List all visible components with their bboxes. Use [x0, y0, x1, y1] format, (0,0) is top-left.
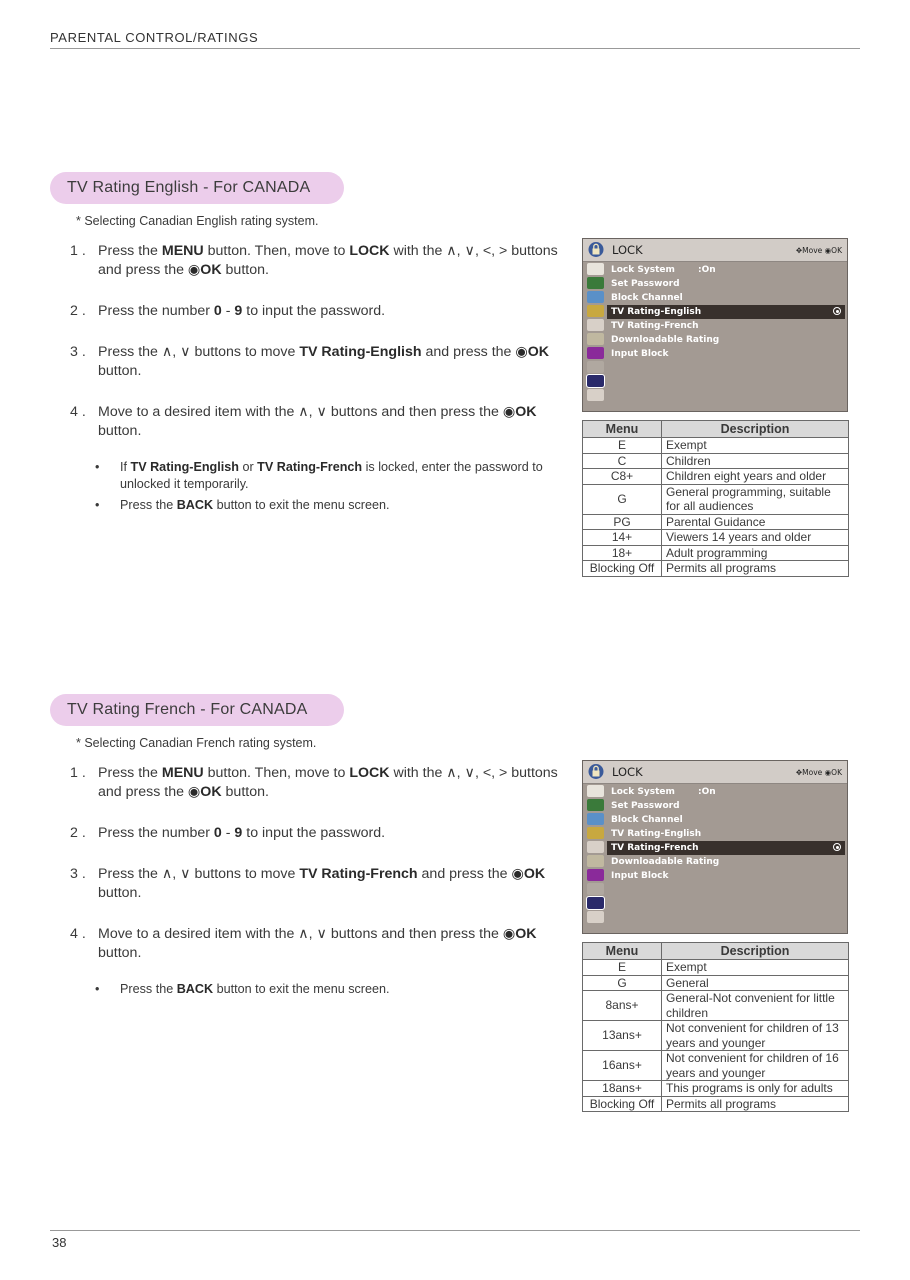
footer-divider	[50, 1230, 860, 1231]
rating-code-cell: C	[583, 453, 662, 469]
section-note: * Selecting Canadian English rating system.	[76, 214, 319, 228]
lock-icon	[588, 763, 604, 780]
bullet-item: • If TV Rating-English or TV Rating-French is locked, enter the password to unlocked it temporarily.	[120, 459, 565, 493]
rating-description-cell: General	[662, 975, 849, 991]
rating-code-cell: E	[583, 960, 662, 976]
step-item	[70, 865, 565, 903]
tv-menu-hint: ✥Move ◉OK	[795, 768, 842, 777]
step-number: 4 .	[70, 404, 86, 420]
step-text: Press the number 0 - 9 to input the password.	[98, 303, 386, 319]
section-title: TV Rating English - For CANADA	[50, 172, 344, 204]
rating-code-cell: 18+	[583, 545, 662, 561]
table-row	[583, 561, 849, 577]
tv-menu-items	[607, 785, 845, 883]
page-header-title: PARENTAL CONTROL/RATINGS	[50, 30, 259, 45]
bullet-item: • Press the BACK button to exit the menu screen.	[120, 981, 565, 998]
tv-menu-item[interactable]	[607, 869, 845, 883]
tv-menu-item-label: Downloadable Rating	[611, 335, 720, 345]
lock-icon	[588, 241, 604, 258]
menu-category-icon	[587, 827, 604, 839]
tv-menu-item[interactable]	[607, 785, 845, 799]
step-number: 2 .	[70, 303, 86, 319]
table-row	[583, 975, 849, 991]
menu-category-icon	[587, 319, 604, 331]
step-text: Press the ∧, ∨ buttons to move TV Rating-English and press the ◉OK button.	[98, 344, 550, 379]
rating-description-cell: This programs is only for adults	[662, 1081, 849, 1097]
tv-menu-item-label: Lock System	[611, 265, 675, 275]
rating-code-cell: 18ans+	[583, 1081, 662, 1097]
tv-menu-item-label: Input Block	[611, 871, 669, 881]
rating-description-cell: Children eight years and older	[662, 469, 849, 485]
table-header-cell: Description	[662, 421, 849, 438]
tv-lock-menu-screenshot	[582, 238, 848, 412]
rating-description-cell: Children	[662, 453, 849, 469]
tv-menu-item[interactable]	[607, 799, 845, 813]
tv-menu-item-value: :On	[698, 787, 716, 797]
rating-code-cell: G	[583, 975, 662, 991]
step-item	[70, 824, 565, 843]
tv-menu-item-label: TV Rating-French	[611, 321, 699, 331]
rating-description-cell: General-Not convenient for little children	[662, 991, 849, 1021]
tv-menu-item-label: Input Block	[611, 349, 669, 359]
rating-description-cell: Exempt	[662, 960, 849, 976]
table-header-cell: Menu	[583, 421, 662, 438]
bullet-item: • Press the BACK button to exit the menu screen.	[120, 497, 565, 514]
tv-menu-item[interactable]	[607, 305, 845, 319]
menu-category-icon	[587, 785, 604, 797]
step-text: Move to a desired item with the ∧, ∨ buttons and then press the ◉OK button.	[98, 404, 537, 439]
step-text: Press the MENU button. Then, move to LOCK with the ∧, ∨, <, > buttons and press the ◉OK button.	[98, 765, 558, 800]
rating-description-cell: Permits all programs	[662, 1096, 849, 1112]
table-row	[583, 484, 849, 514]
step-number: 4 .	[70, 926, 86, 942]
step-number: 1 .	[70, 243, 86, 259]
rating-code-cell: C8+	[583, 469, 662, 485]
table-row	[583, 960, 849, 976]
ratings-table	[582, 942, 849, 1112]
tv-menu-item[interactable]	[607, 841, 845, 855]
menu-category-icon	[587, 911, 604, 923]
menu-category-icon	[587, 841, 604, 853]
tv-menu-item[interactable]	[607, 319, 845, 333]
menu-category-icon	[587, 291, 604, 303]
menu-category-icon	[587, 813, 604, 825]
rating-code-cell: PG	[583, 514, 662, 530]
tv-menu-item-label: Downloadable Rating	[611, 857, 720, 867]
tv-lock-menu-screenshot	[582, 760, 848, 934]
ok-icon	[833, 307, 841, 315]
step-number: 3 .	[70, 344, 86, 360]
step-number: 2 .	[70, 825, 86, 841]
step-item	[70, 343, 565, 381]
tv-menu-item-value: :On	[698, 265, 716, 275]
table-row	[583, 1021, 849, 1051]
menu-category-icon	[587, 897, 604, 909]
menu-category-icon	[587, 277, 604, 289]
steps-list	[70, 242, 565, 518]
step-number: 3 .	[70, 866, 86, 882]
tv-menu-item-label: Set Password	[611, 279, 680, 289]
rating-code-cell: Blocking Off	[583, 1096, 662, 1112]
rating-code-cell: E	[583, 438, 662, 454]
section-note: * Selecting Canadian French rating system.	[76, 736, 317, 750]
tv-menu-item-label: Block Channel	[611, 293, 683, 303]
tv-menu-title: LOCK	[612, 243, 643, 257]
tv-menu-title: LOCK	[612, 765, 643, 779]
rating-description-cell: Adult programming	[662, 545, 849, 561]
rating-description-cell: General programming, suitable for all audiences	[662, 484, 849, 514]
tv-menu-item-label: TV Rating-English	[611, 829, 702, 839]
tv-menu-item-label: Lock System	[611, 787, 675, 797]
step-text: Press the ∧, ∨ buttons to move TV Rating-French and press the ◉OK button.	[98, 866, 546, 901]
table-row	[583, 1081, 849, 1097]
menu-category-icon	[587, 855, 604, 867]
step-item	[70, 925, 565, 963]
menu-category-icon	[587, 375, 604, 387]
table-row	[583, 991, 849, 1021]
tv-menu-item[interactable]	[607, 333, 845, 347]
step-text: Press the MENU button. Then, move to LOCK with the ∧, ∨, <, > buttons and press the ◉OK button.	[98, 243, 558, 278]
table-row	[583, 514, 849, 530]
table-row	[583, 530, 849, 546]
step-text: Press the number 0 - 9 to input the password.	[98, 825, 386, 841]
step-text: Move to a desired item with the ∧, ∨ buttons and then press the ◉OK button.	[98, 926, 537, 961]
rating-code-cell: Blocking Off	[583, 561, 662, 577]
table-header-cell: Menu	[583, 943, 662, 960]
header-divider	[50, 48, 860, 49]
tv-menu-category-icons	[585, 785, 607, 925]
tv-menu-item[interactable]	[607, 291, 845, 305]
bullet-list	[70, 459, 565, 514]
menu-category-icon	[587, 883, 604, 895]
tv-menu-header	[583, 239, 847, 262]
menu-category-icon	[587, 333, 604, 345]
rating-code-cell: G	[583, 484, 662, 514]
menu-category-icon	[587, 361, 604, 373]
bullet-list	[70, 981, 565, 998]
step-item	[70, 242, 565, 280]
menu-category-icon	[587, 347, 604, 359]
tv-menu-item-label: TV Rating-French	[611, 843, 699, 853]
rating-description-cell: Permits all programs	[662, 561, 849, 577]
step-item	[70, 403, 565, 441]
menu-category-icon	[587, 305, 604, 317]
tv-menu-item-label: TV Rating-English	[611, 307, 702, 317]
tv-menu-item-label: Block Channel	[611, 815, 683, 825]
tv-menu-category-icons	[585, 263, 607, 403]
section-title: TV Rating French - For CANADA	[50, 694, 344, 726]
rating-code-cell: 16ans+	[583, 1051, 662, 1081]
table-row	[583, 545, 849, 561]
menu-category-icon	[587, 869, 604, 881]
tv-menu-item-label: Set Password	[611, 801, 680, 811]
tv-menu-item[interactable]	[607, 855, 845, 869]
table-row	[583, 469, 849, 485]
rating-code-cell: 13ans+	[583, 1021, 662, 1051]
page-number: 38	[52, 1235, 67, 1250]
tv-menu-item[interactable]	[607, 263, 845, 277]
rating-code-cell: 8ans+	[583, 991, 662, 1021]
rating-description-cell: Parental Guidance	[662, 514, 849, 530]
tv-menu-item[interactable]	[607, 277, 845, 291]
rating-code-cell: 14+	[583, 530, 662, 546]
step-item	[70, 764, 565, 802]
step-number: 1 .	[70, 765, 86, 781]
rating-description-cell: Exempt	[662, 438, 849, 454]
table-row	[583, 438, 849, 454]
menu-category-icon	[587, 799, 604, 811]
tv-menu-header	[583, 761, 847, 784]
tv-menu-item[interactable]	[607, 347, 845, 361]
rating-description-cell: Viewers 14 years and older	[662, 530, 849, 546]
menu-category-icon	[587, 389, 604, 401]
steps-list	[70, 764, 565, 1002]
step-item	[70, 302, 565, 321]
ok-icon	[833, 843, 841, 851]
table-row	[583, 1096, 849, 1112]
table-header-cell: Description	[662, 943, 849, 960]
table-header-row	[583, 943, 849, 960]
table-header-row	[583, 421, 849, 438]
tv-menu-items	[607, 263, 845, 361]
tv-menu-item[interactable]	[607, 827, 845, 841]
rating-description-cell: Not convenient for children of 16 years and younger	[662, 1051, 849, 1081]
ratings-table	[582, 420, 849, 577]
tv-menu-item[interactable]	[607, 813, 845, 827]
tv-menu-hint: ✥Move ◉OK	[795, 246, 842, 255]
rating-description-cell: Not convenient for children of 13 years and younger	[662, 1021, 849, 1051]
menu-category-icon	[587, 263, 604, 275]
table-row	[583, 1051, 849, 1081]
table-row	[583, 453, 849, 469]
